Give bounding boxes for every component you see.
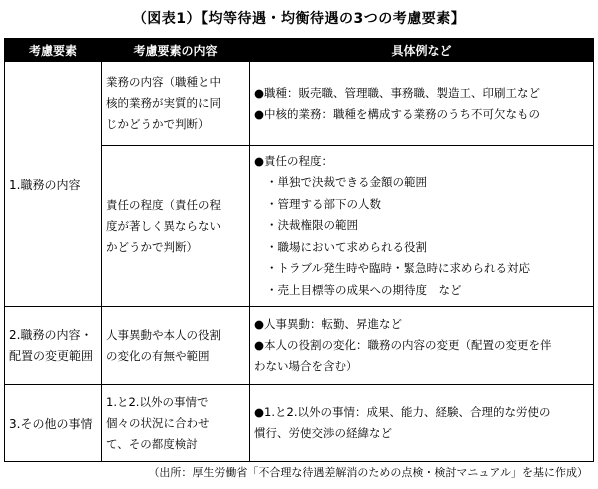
category-change-scope: [5, 307, 102, 385]
example-line: ・管理する部下の人数: [266, 196, 381, 211]
category-other: 3.その他の事情: [5, 385, 102, 462]
examples-cell: [250, 307, 594, 385]
source-note: （出所：厚生労働省「不合理な待遇差解消のための点検・検討マニュアル」を基に作成）: [148, 466, 588, 479]
content-line: じかどうかで判断）: [106, 117, 210, 131]
considerations-table: [4, 38, 594, 462]
content-cell: [102, 146, 250, 307]
content-cell: [102, 385, 250, 462]
example-line: わない場合を含む）: [254, 359, 358, 373]
table-header-row: [5, 39, 594, 62]
example-line: ●1.と2.以外の事情：成果、能力、経験、合理的な労使の: [254, 405, 551, 419]
table-row: [5, 307, 594, 385]
example-line: ・職場において求められる役割: [266, 239, 427, 254]
example-line: ・売上目標等の成果への期待度 など: [266, 282, 462, 297]
header-content: 考慮要素の内容: [102, 39, 250, 62]
examples-cell: [250, 62, 594, 146]
example-line: ・決裁権限の範囲: [266, 218, 358, 233]
example-line: ・単独で決裁できる金額の範囲: [266, 175, 427, 190]
example-line: ●人事異動：転勤、昇進など: [254, 317, 403, 331]
example-heading: ●責任の程度：: [254, 153, 334, 168]
content-line: 業務の内容（職種と中: [106, 75, 221, 89]
content-cell: [102, 307, 250, 385]
content-line: 責任の程度（責任の程: [106, 197, 221, 212]
content-line: 核的業務が実質的に同: [106, 96, 221, 110]
figure-title: （図表1）【均等待遇・均衡待遇の3つの考慮要素】: [132, 11, 466, 27]
examples-cell: [250, 385, 594, 462]
table-row: [5, 385, 594, 462]
content-line: 人事異動や本人の役割: [106, 327, 221, 342]
example-line: ●本人の役割の変化：職務の内容の変更（配置の変更を伴: [254, 338, 552, 352]
content-line: 度が著しく異ならない: [106, 218, 221, 233]
header-factor: 考慮要素: [5, 39, 102, 62]
example-line: ●中核的業務：職種を構成する業務のうち不可欠なもの: [254, 106, 541, 121]
category-job-content: 1.職務の内容: [5, 62, 102, 307]
examples-cell: [250, 146, 594, 307]
content-line: の変化の有無や範囲: [106, 348, 210, 363]
category-line: 2.職務の内容・: [9, 327, 93, 342]
header-examples: 具体例など: [250, 39, 594, 62]
table-row: [5, 62, 594, 146]
example-line: 慣行、労使交渉の経緯など: [254, 426, 392, 440]
content-cell: [102, 62, 250, 146]
content-line: 1.と2.以外の事情で: [106, 394, 209, 409]
example-line: ●職種：販売職、管理職、事務職、製造工、印刷工など: [254, 85, 541, 100]
content-line: かどうかで判断）: [106, 239, 198, 254]
content-line: て、その都度検討: [106, 436, 198, 451]
content-line: 個々の状況に合わせ: [106, 415, 210, 430]
category-line: 配置の変更範囲: [9, 348, 94, 363]
example-line: ・トラブル発生時や臨時・緊急時に求められる対応: [266, 261, 531, 276]
